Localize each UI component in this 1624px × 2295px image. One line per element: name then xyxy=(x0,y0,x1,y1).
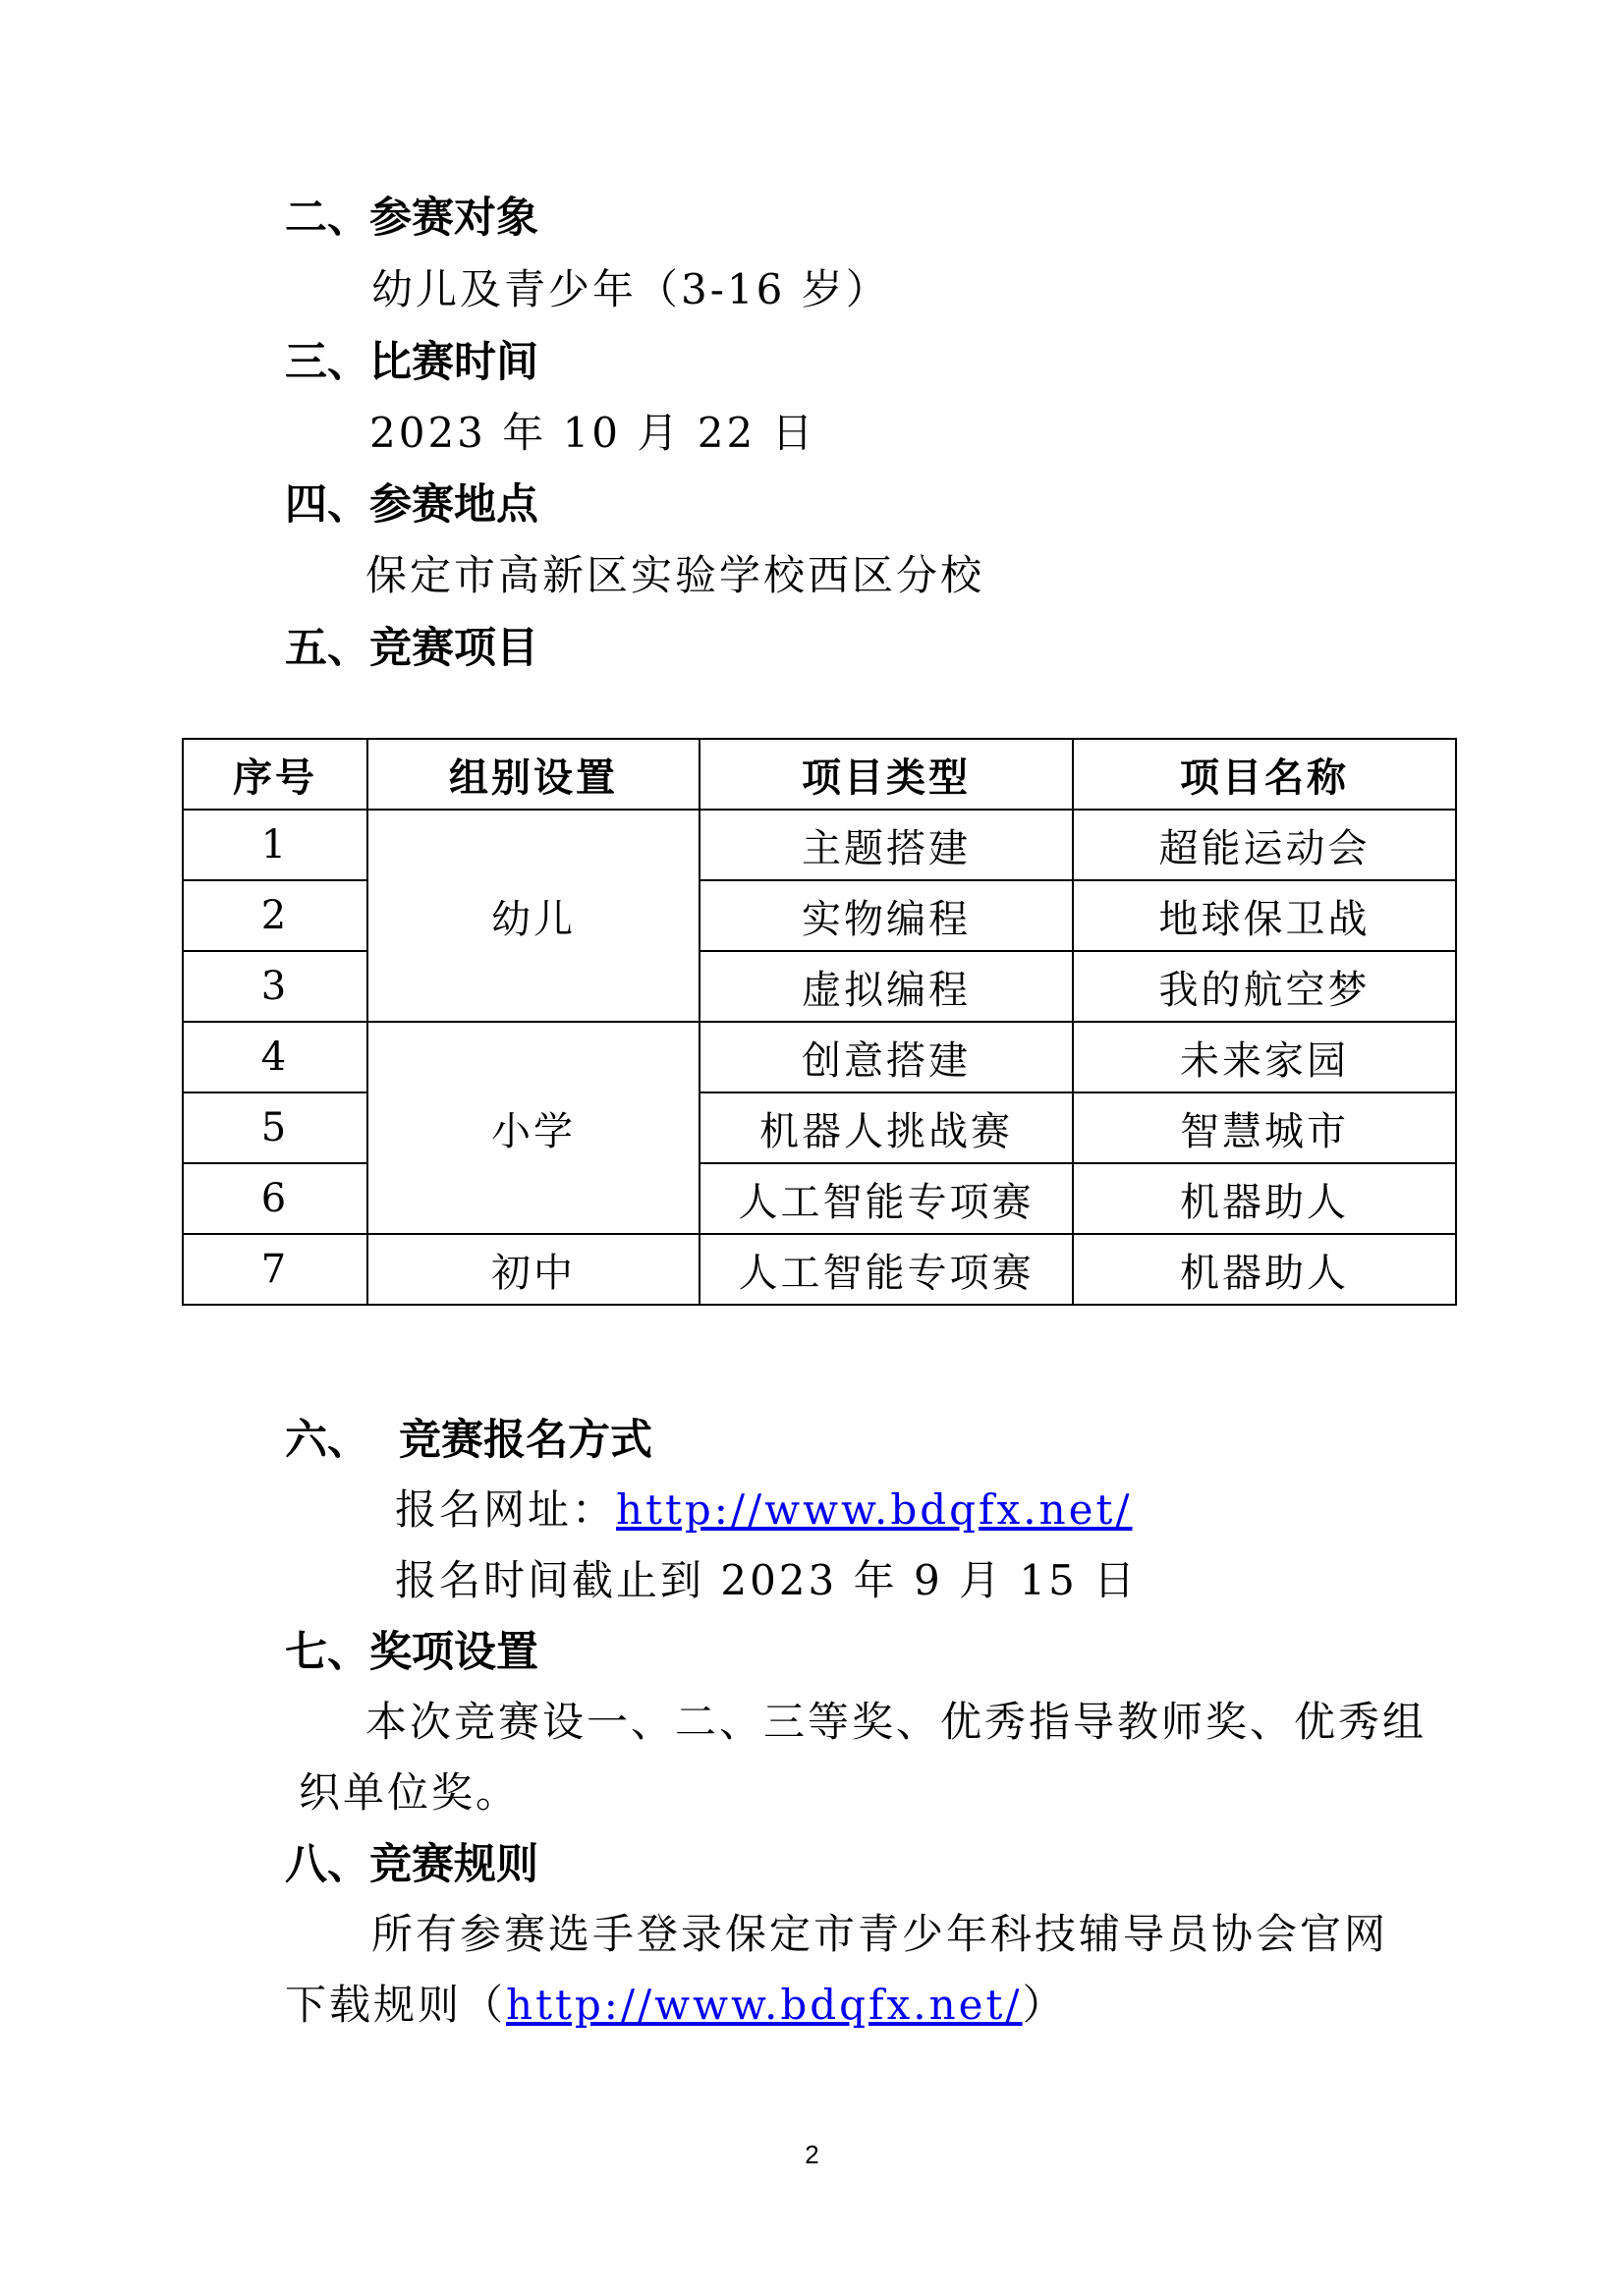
rules-text-line1: 所有参赛选手登录保定市青少年科技辅导员协会官网 xyxy=(371,1910,1389,1958)
rules-text-suffix: ） xyxy=(1022,1981,1067,2029)
cell-no: 4 xyxy=(183,1022,367,1092)
header-no: 序号 xyxy=(183,739,367,810)
cell-name: 我的航空梦 xyxy=(1073,951,1456,1022)
table-row xyxy=(183,810,1456,880)
table-row xyxy=(183,1234,1456,1305)
location-text: 保定市高新区实验学校西区分校 xyxy=(365,551,985,599)
participants-text: 幼儿及青少年（3-16 岁） xyxy=(371,265,890,313)
cell-name: 未来家园 xyxy=(1073,1022,1456,1092)
header-type: 项目类型 xyxy=(700,739,1073,810)
registration-url-line xyxy=(395,1478,1133,1537)
section-heading-rules: 八、竞赛规则 xyxy=(285,1840,538,1889)
cell-type: 人工智能专项赛 xyxy=(700,1163,1073,1234)
awards-text-line2: 织单位奖。 xyxy=(299,1768,521,1817)
header-group: 组别设置 xyxy=(367,739,700,810)
cell-no: 5 xyxy=(183,1092,367,1163)
cell-type: 机器人挑战赛 xyxy=(700,1092,1073,1163)
cell-no: 1 xyxy=(183,810,367,880)
cell-name: 机器助人 xyxy=(1073,1163,1456,1234)
section-heading-registration: 六、 竞赛报名方式 xyxy=(285,1416,652,1465)
section-heading-awards: 七、奖项设置 xyxy=(285,1628,538,1677)
cell-name: 地球保卫战 xyxy=(1073,880,1456,951)
table-row xyxy=(183,1022,1456,1092)
cell-type: 人工智能专项赛 xyxy=(700,1234,1073,1305)
registration-url-label: 报名网址： xyxy=(395,1485,617,1534)
registration-url-link[interactable]: http://www.bdqfx.net/ xyxy=(616,1485,1133,1534)
cell-no: 2 xyxy=(183,880,367,951)
cell-group-preschool: 幼儿 xyxy=(367,810,700,1022)
rules-text-line2 xyxy=(285,1973,1067,2032)
rules-url-link[interactable]: http://www.bdqfx.net/ xyxy=(506,1981,1023,2029)
section-heading-time: 三、比赛时间 xyxy=(285,338,538,387)
time-text: 2023 年 10 月 22 日 xyxy=(369,409,816,457)
cell-type: 实物编程 xyxy=(700,880,1073,951)
table-header-row xyxy=(183,739,1456,810)
cell-name: 超能运动会 xyxy=(1073,810,1456,880)
header-name: 项目名称 xyxy=(1073,739,1456,810)
cell-type: 虚拟编程 xyxy=(700,951,1073,1022)
section-heading-location: 四、参赛地点 xyxy=(285,480,538,530)
rules-text-prefix: 下载规则（ xyxy=(285,1981,507,2029)
cell-group-primary: 小学 xyxy=(367,1022,700,1234)
cell-type: 创意搭建 xyxy=(700,1022,1073,1092)
section-heading-participants: 二、参赛对象 xyxy=(285,194,538,243)
cell-no: 7 xyxy=(183,1234,367,1305)
cell-name: 智慧城市 xyxy=(1073,1092,1456,1163)
cell-name: 机器助人 xyxy=(1073,1234,1456,1305)
awards-text-line1: 本次竞赛设一、二、三等奖、优秀指导教师奖、优秀组 xyxy=(365,1698,1428,1746)
cell-group-junior: 初中 xyxy=(367,1234,700,1305)
cell-type: 主题搭建 xyxy=(700,810,1073,880)
events-table xyxy=(182,738,1457,1306)
registration-deadline: 报名时间截止到 2023 年 9 月 15 日 xyxy=(395,1556,1139,1604)
page-number: 2 xyxy=(805,2140,819,2169)
cell-no: 6 xyxy=(183,1163,367,1234)
section-heading-events: 五、竞赛项目 xyxy=(285,624,538,673)
cell-no: 3 xyxy=(183,951,367,1022)
